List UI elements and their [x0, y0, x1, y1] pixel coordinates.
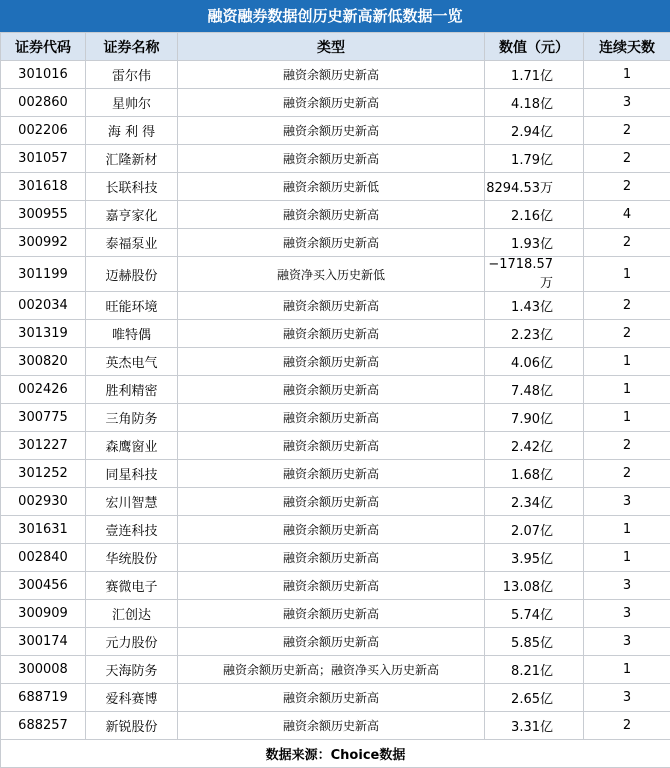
cell-code: 301319: [1, 320, 86, 348]
cell-value: 13.08亿: [485, 572, 584, 600]
cell-code: 301199: [1, 257, 86, 292]
table-row: [1, 656, 670, 684]
cell-type: 融资余额历史新高: [178, 544, 485, 572]
cell-type: 融资余额历史新高: [178, 348, 485, 376]
cell-name: 同星科技: [86, 460, 178, 488]
cell-value: 4.18亿: [485, 89, 584, 117]
cell-type: 融资余额历史新高；融资净买入历史新高: [178, 656, 485, 684]
table-title: 融资融券数据创历史新高新低数据一览: [0, 0, 670, 32]
cell-type: 融资余额历史新高: [178, 117, 485, 145]
cell-value: 3.31亿: [485, 712, 584, 740]
cell-name: 旺能环境: [86, 292, 178, 320]
cell-name: 迈赫股份: [86, 257, 178, 292]
header-days: 连续天数: [584, 33, 670, 61]
cell-name: 天海防务: [86, 656, 178, 684]
data-table: [0, 32, 670, 768]
cell-value: −1718.57万: [485, 257, 584, 292]
cell-days: 1: [584, 348, 670, 376]
cell-value: 1.43亿: [485, 292, 584, 320]
cell-name: 赛微电子: [86, 572, 178, 600]
source-note: 数据来源：Choice数据: [1, 740, 670, 768]
cell-code: 002034: [1, 292, 86, 320]
cell-days: 3: [584, 488, 670, 516]
cell-days: 2: [584, 432, 670, 460]
cell-value: 2.65亿: [485, 684, 584, 712]
header-type: 类型: [178, 33, 485, 61]
cell-days: 4: [584, 201, 670, 229]
cell-code: 301227: [1, 432, 86, 460]
cell-code: 301618: [1, 173, 86, 201]
cell-name: 汇隆新材: [86, 145, 178, 173]
footer-row: [1, 740, 670, 768]
cell-name: 嘉亨家化: [86, 201, 178, 229]
cell-days: 1: [584, 544, 670, 572]
cell-value: 1.93亿: [485, 229, 584, 257]
cell-code: 300955: [1, 201, 86, 229]
cell-type: 融资余额历史新高: [178, 89, 485, 117]
cell-days: 2: [584, 460, 670, 488]
cell-type: 融资余额历史新高: [178, 229, 485, 257]
cell-code: 300008: [1, 656, 86, 684]
table-row: [1, 516, 670, 544]
header-code: 证券代码: [1, 33, 86, 61]
cell-type: 融资余额历史新高: [178, 516, 485, 544]
cell-type: 融资余额历史新高: [178, 712, 485, 740]
cell-code: 300820: [1, 348, 86, 376]
cell-type: 融资余额历史新高: [178, 684, 485, 712]
cell-value: 2.94亿: [485, 117, 584, 145]
cell-days: 2: [584, 173, 670, 201]
table-row: [1, 404, 670, 432]
cell-code: 300992: [1, 229, 86, 257]
cell-code: 301016: [1, 61, 86, 89]
cell-type: 融资净买入历史新低: [178, 257, 485, 292]
cell-type: 融资余额历史新高: [178, 572, 485, 600]
cell-value: 8.21亿: [485, 656, 584, 684]
cell-days: 1: [584, 61, 670, 89]
cell-days: 3: [584, 572, 670, 600]
header-row: [1, 33, 670, 61]
table-row: [1, 117, 670, 145]
cell-name: 汇创达: [86, 600, 178, 628]
table-row: [1, 376, 670, 404]
cell-days: 2: [584, 712, 670, 740]
table-row: [1, 229, 670, 257]
cell-code: 688719: [1, 684, 86, 712]
cell-code: 002206: [1, 117, 86, 145]
cell-name: 壹连科技: [86, 516, 178, 544]
header-value: 数值（元）: [485, 33, 584, 61]
cell-value: 7.48亿: [485, 376, 584, 404]
cell-code: 300909: [1, 600, 86, 628]
table-row: [1, 173, 670, 201]
cell-value: 1.71亿: [485, 61, 584, 89]
cell-type: 融资余额历史新高: [178, 404, 485, 432]
cell-days: 1: [584, 376, 670, 404]
cell-type: 融资余额历史新高: [178, 376, 485, 404]
table-row: [1, 684, 670, 712]
table-row: [1, 432, 670, 460]
cell-value: 7.90亿: [485, 404, 584, 432]
cell-days: 1: [584, 656, 670, 684]
cell-days: 3: [584, 628, 670, 656]
cell-value: 2.23亿: [485, 320, 584, 348]
cell-code: 002426: [1, 376, 86, 404]
cell-type: 融资余额历史新高: [178, 61, 485, 89]
table-row: [1, 460, 670, 488]
cell-name: 宏川智慧: [86, 488, 178, 516]
cell-code: 300456: [1, 572, 86, 600]
cell-value: 1.68亿: [485, 460, 584, 488]
table-row: [1, 89, 670, 117]
table-row: [1, 572, 670, 600]
cell-type: 融资余额历史新高: [178, 201, 485, 229]
cell-type: 融资余额历史新高: [178, 628, 485, 656]
cell-name: 雷尔伟: [86, 61, 178, 89]
cell-code: 300775: [1, 404, 86, 432]
cell-name: 三角防务: [86, 404, 178, 432]
cell-days: 3: [584, 89, 670, 117]
cell-name: 泰福泵业: [86, 229, 178, 257]
cell-name: 唯特偶: [86, 320, 178, 348]
cell-value: 5.74亿: [485, 600, 584, 628]
cell-name: 爱科赛博: [86, 684, 178, 712]
table-row: [1, 320, 670, 348]
cell-name: 新锐股份: [86, 712, 178, 740]
cell-days: 1: [584, 257, 670, 292]
cell-code: 002840: [1, 544, 86, 572]
cell-days: 3: [584, 684, 670, 712]
table-row: [1, 544, 670, 572]
header-name: 证券名称: [86, 33, 178, 61]
table-row: [1, 257, 670, 292]
cell-name: 海 利 得: [86, 117, 178, 145]
cell-name: 英杰电气: [86, 348, 178, 376]
cell-name: 星帅尔: [86, 89, 178, 117]
cell-code: 301057: [1, 145, 86, 173]
cell-name: 胜利精密: [86, 376, 178, 404]
cell-days: 2: [584, 229, 670, 257]
table-row: [1, 628, 670, 656]
table-row: [1, 201, 670, 229]
table-row: [1, 145, 670, 173]
cell-days: 3: [584, 600, 670, 628]
table-row: [1, 61, 670, 89]
cell-type: 融资余额历史新低: [178, 173, 485, 201]
cell-value: 2.42亿: [485, 432, 584, 460]
table-row: [1, 712, 670, 740]
table-row: [1, 600, 670, 628]
cell-days: 2: [584, 145, 670, 173]
table-row: [1, 348, 670, 376]
cell-name: 森鹰窗业: [86, 432, 178, 460]
cell-code: 301252: [1, 460, 86, 488]
cell-type: 融资余额历史新高: [178, 488, 485, 516]
cell-code: 002930: [1, 488, 86, 516]
cell-code: 002860: [1, 89, 86, 117]
cell-days: 2: [584, 117, 670, 145]
cell-value: 2.07亿: [485, 516, 584, 544]
cell-code: 300174: [1, 628, 86, 656]
cell-value: 1.79亿: [485, 145, 584, 173]
cell-code: 688257: [1, 712, 86, 740]
cell-value: 4.06亿: [485, 348, 584, 376]
table-row: [1, 292, 670, 320]
cell-type: 融资余额历史新高: [178, 320, 485, 348]
cell-code: 301631: [1, 516, 86, 544]
cell-value: 5.85亿: [485, 628, 584, 656]
cell-type: 融资余额历史新高: [178, 600, 485, 628]
cell-name: 元力股份: [86, 628, 178, 656]
cell-days: 1: [584, 516, 670, 544]
cell-days: 1: [584, 404, 670, 432]
cell-value: 3.95亿: [485, 544, 584, 572]
cell-type: 融资余额历史新高: [178, 145, 485, 173]
cell-type: 融资余额历史新高: [178, 432, 485, 460]
cell-type: 融资余额历史新高: [178, 292, 485, 320]
cell-value: 8294.53万: [485, 173, 584, 201]
cell-name: 长联科技: [86, 173, 178, 201]
cell-days: 2: [584, 320, 670, 348]
cell-value: 2.34亿: [485, 488, 584, 516]
table-row: [1, 488, 670, 516]
cell-type: 融资余额历史新高: [178, 460, 485, 488]
cell-days: 2: [584, 292, 670, 320]
cell-value: 2.16亿: [485, 201, 584, 229]
cell-name: 华统股份: [86, 544, 178, 572]
